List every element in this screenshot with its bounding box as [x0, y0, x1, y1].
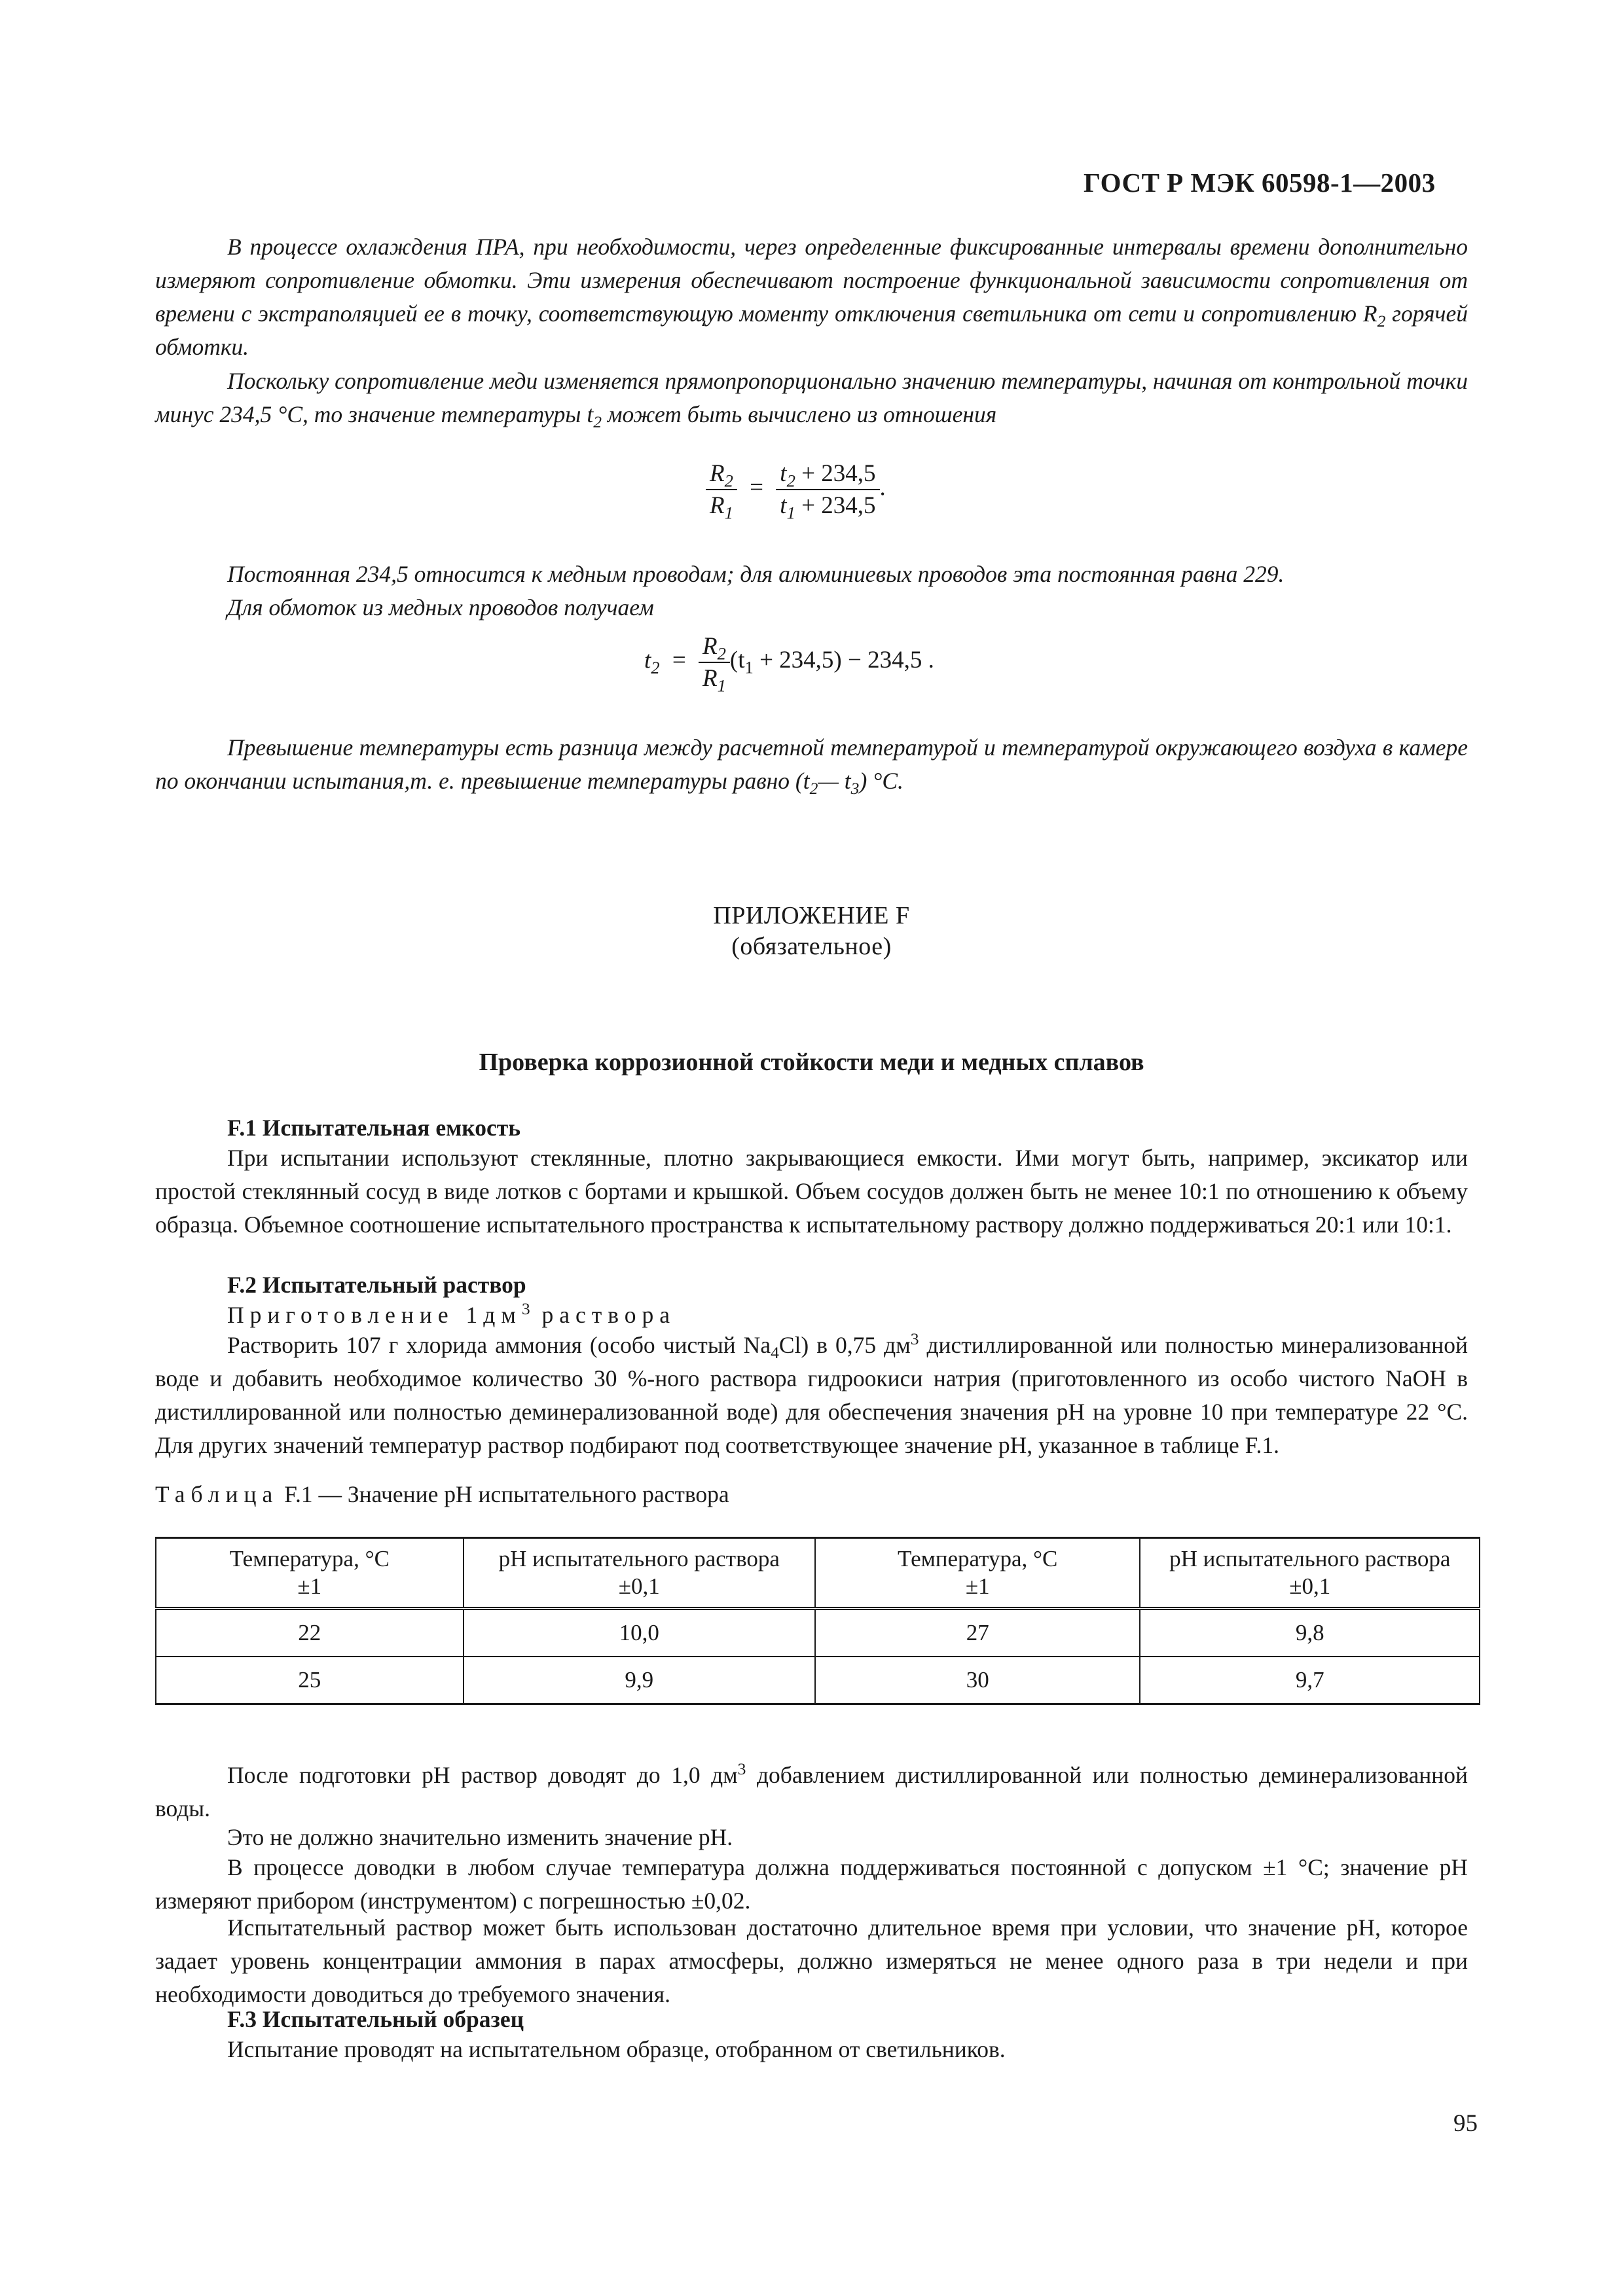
intro-p1-r2: R: [1362, 300, 1377, 327]
document-header: ГОСТ Р МЭК 60598-1—2003: [1084, 168, 1436, 198]
table-cell: 27: [815, 1609, 1140, 1657]
intro-paragraph-3: Постоянная 234,5 относится к медным проводам; для алюминиевых проводов эта постоянная равна 229.: [227, 561, 1285, 587]
intro-p2-t: t: [587, 401, 594, 427]
table-header-cell: Температура, °С ±1: [815, 1538, 1140, 1609]
table-cell: 9,8: [1140, 1609, 1480, 1657]
table-header-row: [156, 1538, 1480, 1609]
table-header-cell: pH испытательного раствора ±0,1: [1140, 1538, 1480, 1609]
appendix-title: Проверка коррозионной стойкости меди и медных сплавов: [479, 1049, 1144, 1076]
section-f2-text: Растворить 107 г хлорида аммония (особо чистый $Na_4Cl$) в 0,75 $дм^3$ дистиллированной или полностью минерализованной воде и добавить необходимое количество 30 %-ного раствора гидроокиси натрия (приготовленного из особо чистого NaOH в дистиллированной или полностью деминерализованной воде) для обеспечения значения pH на уровне 10 при температуре 22 °С. Для других значений температур раствор подбирают под соответствующее значение pH, указанное в таблице F.1.: [155, 1329, 1468, 1458]
after-table-paragraph-3: В процессе доводки в любом случае температура должна поддерживаться постоянной с допуском ±1 °С; значение pH измеряют прибором (инструментом) с погрешностью ±0,02.: [155, 1854, 1468, 1914]
appendix-status: (обязательное): [731, 933, 892, 960]
ph-table: [155, 1537, 1480, 1705]
table-cell: 30: [815, 1657, 1140, 1704]
table-cell: 9,9: [464, 1657, 815, 1704]
intro-p2-text: Поскольку сопротивление меди изменяется прямопропорционально значению температуры, начиная от контрольной точки минус 234,5 °С, то значение температуры: [155, 368, 1468, 427]
table-cell: 22: [156, 1609, 464, 1657]
table-cell: 9,7: [1140, 1657, 1480, 1704]
intro-p1-r2-sub: 2: [1377, 312, 1386, 331]
table-row: [156, 1609, 1480, 1657]
section-f3-heading: F.3 Испытательный образец: [227, 2006, 524, 2032]
intro-p2-t-sub: 2: [593, 412, 602, 432]
formula-resistance-ratio: [706, 459, 886, 523]
section-f1-text: При испытании используют стеклянные, плотно закрывающиеся емкости. Ими могут быть, например, эксикатор или простой стеклянный сосуд в виде лотков с бортами и крышкой. Объем сосудов должен быть не менее 10:1 по отношению к объему образца. Объемное соотношение испытательного пространства к испытательному раствору должно поддерживаться 20:1 или 10:1.: [155, 1145, 1468, 1238]
appendix-label: ПРИЛОЖЕНИЕ F: [713, 902, 910, 929]
intro-p1-text: В процессе охлаждения ПРА, при необходимости, через определенные фиксированные интервалы времени дополнительно измеряют сопротивление обмотки. Эти измерения обеспечивают построение функциональной зависимости сопротивления от времени с экстраполяцией ее в точку, соответствующую моменту отключения светильника от сети и сопротивлению: [155, 234, 1468, 327]
table-caption: Таблица F.1 — Значение pH испытательного раствора: [155, 1481, 729, 1507]
formula1-rhs-fraction: $\frac{t_2 + 234,5}{t_1 + 234,5}$: [776, 459, 879, 520]
formula1-lhs-fraction: $\frac{R_2}{R_1}$: [706, 459, 737, 520]
section-f1-heading: F.1 Испытательная емкость: [227, 1115, 520, 1141]
after-table-paragraph-4: Испытательный раствор может быть использован достаточно длительное время при условии, что значение pH, которое задает уровень концентрации аммония в парах атмосферы, должно измеряться не менее одного раза в три недели и при необходимости доводиться до требуемого значения.: [155, 1914, 1468, 2007]
table-cell: 10,0: [464, 1609, 815, 1657]
intro-paragraph-4: Для обмоток из медных проводов получаем: [227, 594, 654, 620]
section-f2-prep-label: Приготовление $1дм^3$ раствора: [227, 1299, 676, 1328]
intro-p2-tail: может быть вычислено из отношения: [602, 401, 997, 427]
table-header-cell: pH испытательного раствора ±0,1: [464, 1538, 815, 1609]
section-f3-text: Испытание проводят на испытательном образце, отобранном от светильников.: [227, 2036, 1006, 2062]
intro-paragraph-2: [155, 365, 1468, 431]
intro-paragraph-5: Превышение температуры есть разница между расчетной температурой и температурой окружающего воздуха в камере по окончании испытания,т. е. превышение температуры равно ($t_2—$ $t_3$) °С.: [155, 734, 1468, 798]
formula1-end: .: [879, 474, 886, 501]
intro-paragraph-1: [155, 230, 1468, 364]
intro-p1-tail: горячей обмотки.: [155, 300, 1468, 360]
page-number: 95: [1453, 2110, 1478, 2137]
table-row: [156, 1657, 1480, 1704]
after-table-paragraph-1: После подготовки pH раствор доводят до 1,0 $дм^3$ добавлением дистиллированной или полностью деминерализованной воды.: [155, 1759, 1468, 1821]
after-table-paragraph-2: Это не должно значительно изменить значение pH.: [227, 1824, 733, 1850]
table-cell: 25: [156, 1657, 464, 1704]
table-header-cell: Температура, °С ±1: [156, 1538, 464, 1609]
formula2-fraction: $\frac{R_2}{R_1}$: [699, 632, 730, 692]
section-f2-heading: F.2 Испытательный раствор: [227, 1272, 526, 1298]
formula-t2: $t_2$ = $\frac{R_2}{R_1}$ $(t_1 + 234,5) - 234,5$ .: [644, 633, 934, 696]
formula1-equals: =: [750, 474, 764, 501]
